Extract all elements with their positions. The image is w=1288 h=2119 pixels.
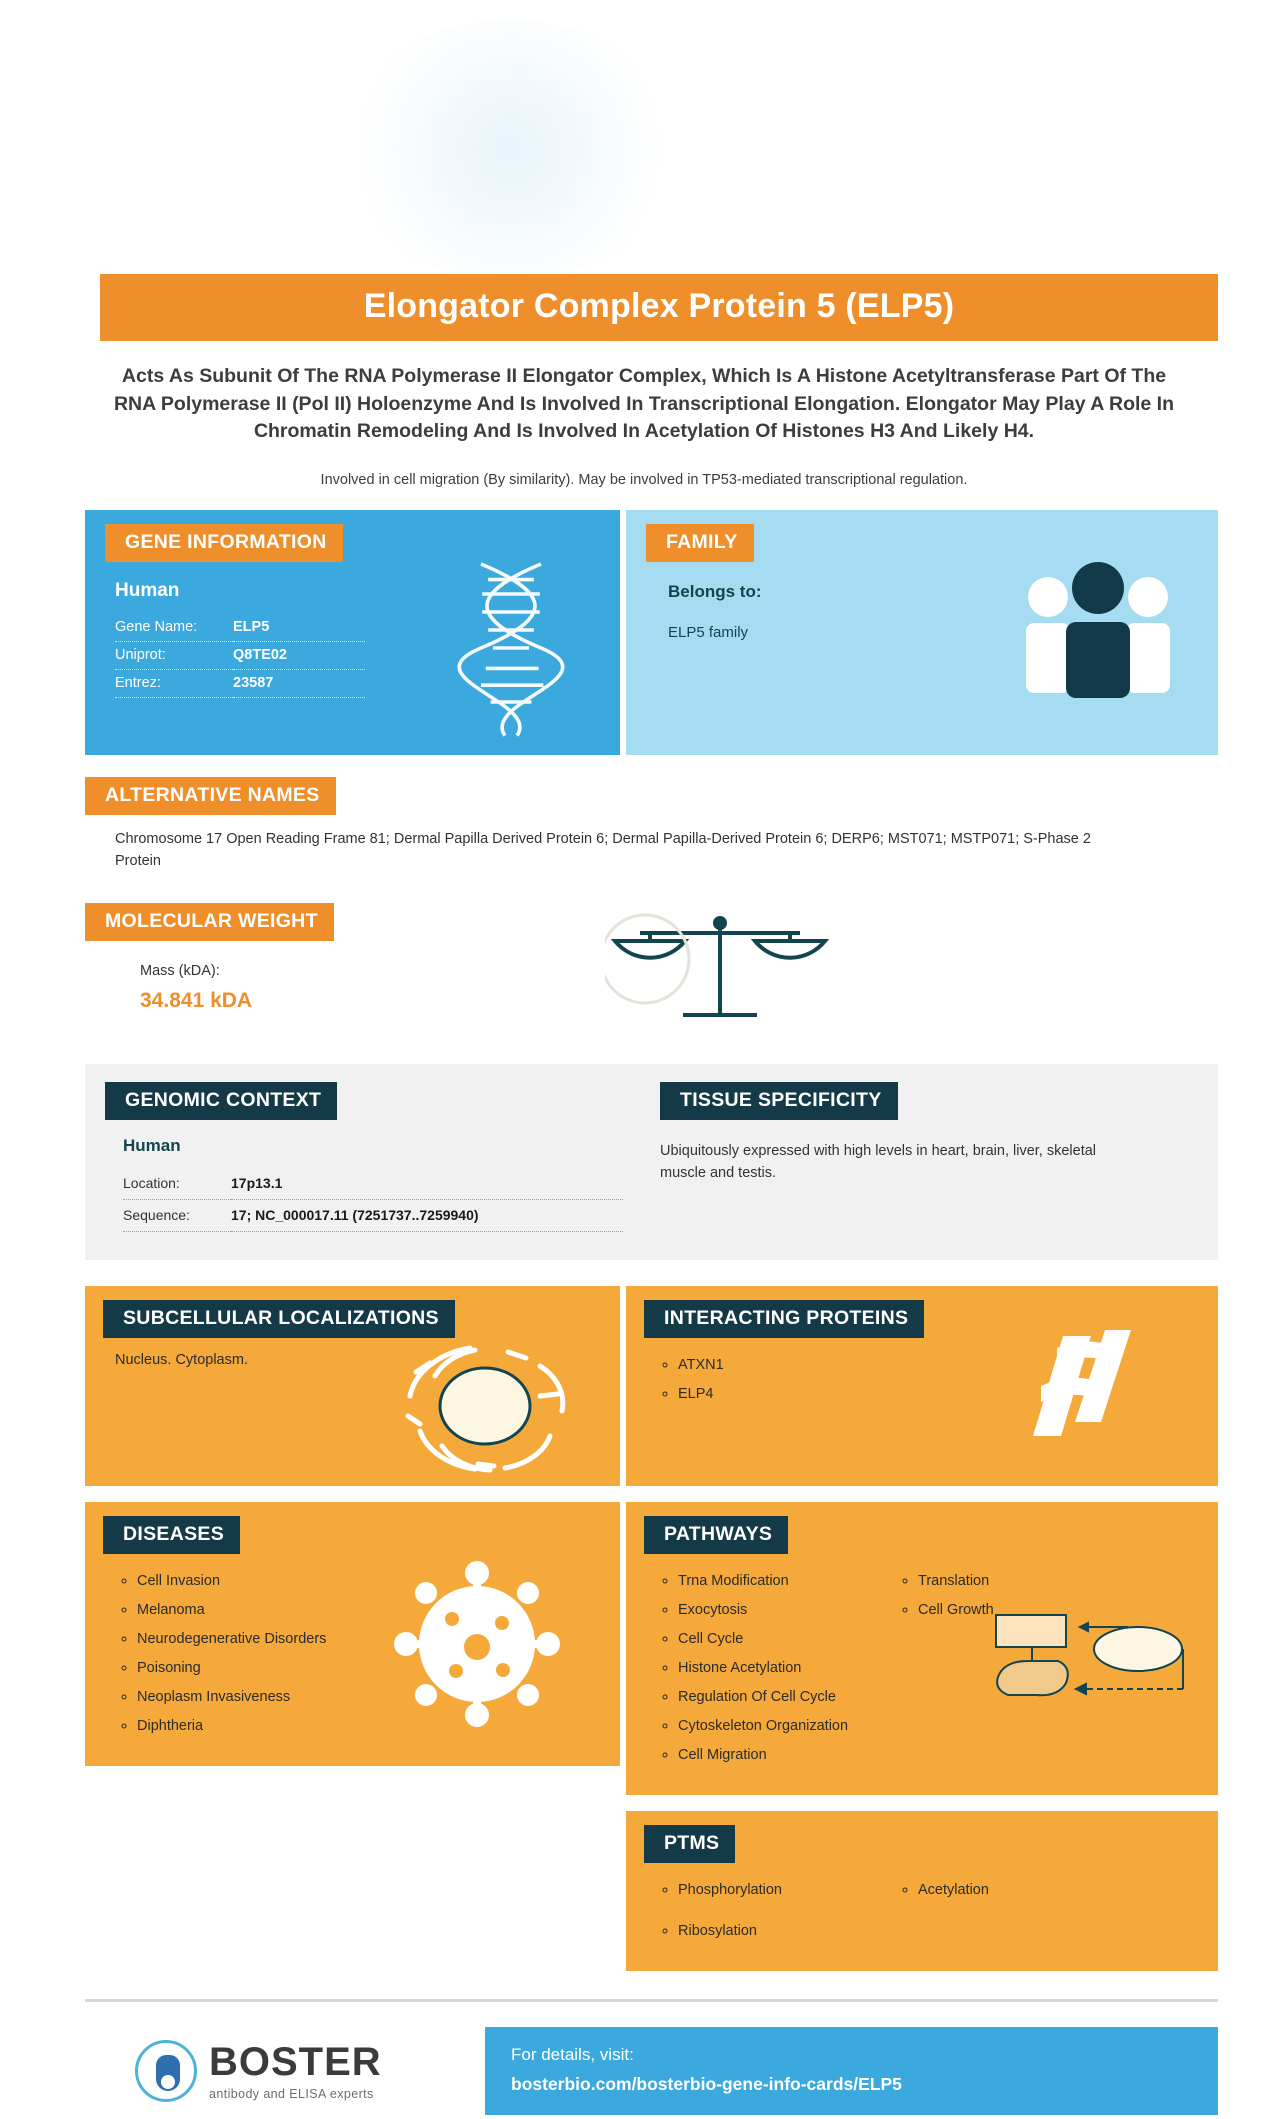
pathways-header: PATHWAYS <box>644 1516 788 1554</box>
page-title: Elongator Complex Protein 5 (ELP5) <box>100 274 1218 341</box>
pathway-diagram-icon <box>988 1607 1188 1717</box>
genomic-context-table <box>123 1168 623 1232</box>
pathways-panel <box>626 1502 1218 1796</box>
dna-helix-icon <box>442 558 592 738</box>
gene-family-row <box>85 510 1218 755</box>
tissue-specificity-text: Ubiquitously expressed with high levels in heart, brain, liver, skeletal muscle and testis. <box>660 1142 1097 1182</box>
family-panel <box>626 510 1218 755</box>
family-value: ELP5 family <box>668 624 749 642</box>
left-panel-column <box>85 1286 620 1767</box>
molecular-weight-value: 34.841 kDA <box>140 988 253 1012</box>
location-value: 17p13.1 <box>231 1168 623 1200</box>
panel-spacer <box>626 1486 1218 1502</box>
right-panel-column <box>626 1286 1218 1971</box>
list-item: ◦ Phosphorylation <box>678 1881 876 1899</box>
molecular-weight-section <box>85 903 1218 1038</box>
uniprot-key: Uniprot: <box>115 642 233 670</box>
ptms-panel <box>626 1811 1218 1970</box>
table-row <box>115 670 365 698</box>
genomic-tissue-row <box>85 1064 1218 1260</box>
list-item: ◦ ELP4 <box>678 1385 1198 1403</box>
gene-information-panel <box>85 510 620 755</box>
alternative-names-section <box>85 777 1218 873</box>
family-label: Belongs to: <box>668 582 762 602</box>
entrez-value: 23587 <box>233 670 365 698</box>
table-row <box>123 1199 623 1231</box>
gene-name-value: ELP5 <box>233 614 365 642</box>
boster-logo-text <box>209 2039 382 2101</box>
list-item: ◦ Regulation Of Cell Cycle <box>678 1688 876 1706</box>
location-key: Location: <box>123 1168 231 1200</box>
gene-organism-label: Human <box>115 580 180 602</box>
protein-helix-icon <box>1013 1326 1163 1456</box>
diseases-header: DISEASES <box>103 1516 240 1554</box>
list-item: ◦ Cell Cycle <box>678 1630 876 1648</box>
table-row <box>115 614 365 642</box>
brand-name: BOSTER <box>209 2039 382 2084</box>
list-item: ◦ Cell Invasion <box>137 1572 600 1590</box>
balance-scale-icon <box>605 911 835 1036</box>
alternative-names-text: Chromosome 17 Open Reading Frame 81; Dermal Papilla Derived Protein 6; Dermal Papilla-Derived Protein 6; DERP6; MST071; MSTP071; S-Phase 2 Protein <box>115 831 1091 869</box>
cell-nucleus-icon <box>390 1336 580 1476</box>
list-item: ◦ Acetylation <box>918 1881 1198 1899</box>
list-item: ◦ Melanoma <box>137 1601 600 1619</box>
background-watermark <box>330 20 690 280</box>
interacting-proteins-panel <box>626 1286 1218 1486</box>
subcellular-localizations-panel <box>85 1286 620 1486</box>
gene-information-table <box>115 614 365 698</box>
list-item: ◦ Cell Migration <box>678 1746 876 1764</box>
diseases-panel <box>85 1502 620 1767</box>
page-subtitle: Acts As Subunit Of The RNA Polymerase II Elongator Complex, Which Is A Histone Acetyltransferase Part Of The RNA Polymerase II (Pol II) Holoenzyme And Is Involved In Transcriptional Elongation. Elongator May Play A Role In Chromatin Remodeling And Is Involved In Acetylation Of Histones H3 And Likely H4. <box>113 365 1175 443</box>
alternative-names-header: ALTERNATIVE NAMES <box>85 777 336 815</box>
list-item: ◦ Neoplasm Invasiveness <box>137 1688 600 1706</box>
boster-logo-icon <box>135 2040 197 2102</box>
interacting-proteins-header: INTERACTING PROTEINS <box>644 1300 924 1338</box>
list-item: ◦ Trna Modification <box>678 1572 876 1590</box>
table-row <box>123 1168 623 1200</box>
page-description: Involved in cell migration (By similarity). May be involved in TP53-mediated transcriptional regulation. <box>320 472 968 489</box>
orange-panels-row <box>85 1286 1218 1971</box>
virus-icon <box>390 1557 565 1732</box>
list-item: ◦ ATXN1 <box>678 1356 1198 1374</box>
list-item: ◦ Cytoskeleton Organization <box>678 1717 876 1735</box>
ptms-list-primary <box>656 1881 876 1950</box>
gene-information-header: GENE INFORMATION <box>105 524 343 562</box>
panel-spacer <box>626 1795 1218 1811</box>
sequence-key: Sequence: <box>123 1199 231 1231</box>
ptms-columns <box>656 1877 1198 1950</box>
gene-name-key: Gene Name: <box>115 614 233 642</box>
genomic-context-header: GENOMIC CONTEXT <box>105 1082 337 1120</box>
boster-logo <box>85 2040 465 2102</box>
list-item: ◦ Cell Growth <box>918 1601 1198 1619</box>
list-item: ◦ Translation <box>918 1572 1198 1590</box>
family-people-icon <box>1018 555 1178 705</box>
panel-spacer <box>85 1486 620 1502</box>
visit-box[interactable] <box>485 2027 1218 2115</box>
list-item: ◦ Neurodegenerative Disorders <box>137 1630 600 1648</box>
ptms-header: PTMS <box>644 1825 735 1863</box>
list-item: ◦ Diphtheria <box>137 1717 600 1735</box>
visit-url[interactable]: bosterbio.com/bosterbio-gene-info-cards/ELP5 <box>511 2074 902 2095</box>
subcellular-localizations-header: SUBCELLULAR LOCALIZATIONS <box>103 1300 455 1338</box>
table-row <box>115 642 365 670</box>
uniprot-value: Q8TE02 <box>233 642 365 670</box>
molecular-weight-header: MOLECULAR WEIGHT <box>85 903 334 941</box>
family-header: FAMILY <box>646 524 754 562</box>
footer <box>85 1999 1218 2119</box>
sequence-value: 17; NC_000017.11 (7251737..7259940) <box>231 1199 623 1231</box>
brand-tagline: antibody and ELISA experts <box>209 2086 374 2101</box>
list-item: ◦ Histone Acetylation <box>678 1659 876 1677</box>
genomic-organism-label: Human <box>123 1135 181 1155</box>
entrez-key: Entrez: <box>115 670 233 698</box>
tissue-specificity-panel <box>630 1082 1218 1232</box>
subcellular-localizations-text: Nucleus. Cytoplasm. <box>115 1351 248 1368</box>
list-item: ◦ Ribosylation <box>678 1922 876 1940</box>
tissue-specificity-header: TISSUE SPECIFICITY <box>660 1082 898 1120</box>
visit-label: For details, visit: <box>511 2045 634 2065</box>
ptms-body <box>626 1863 1218 1970</box>
ptms-list-secondary <box>896 1881 1198 1950</box>
genomic-context-panel <box>85 1082 630 1232</box>
list-item: ◦ Exocytosis <box>678 1601 876 1619</box>
molecular-weight-label: Mass (kDA): <box>140 962 220 979</box>
pathways-list-primary <box>656 1572 876 1776</box>
list-item: ◦ Poisoning <box>137 1659 600 1677</box>
